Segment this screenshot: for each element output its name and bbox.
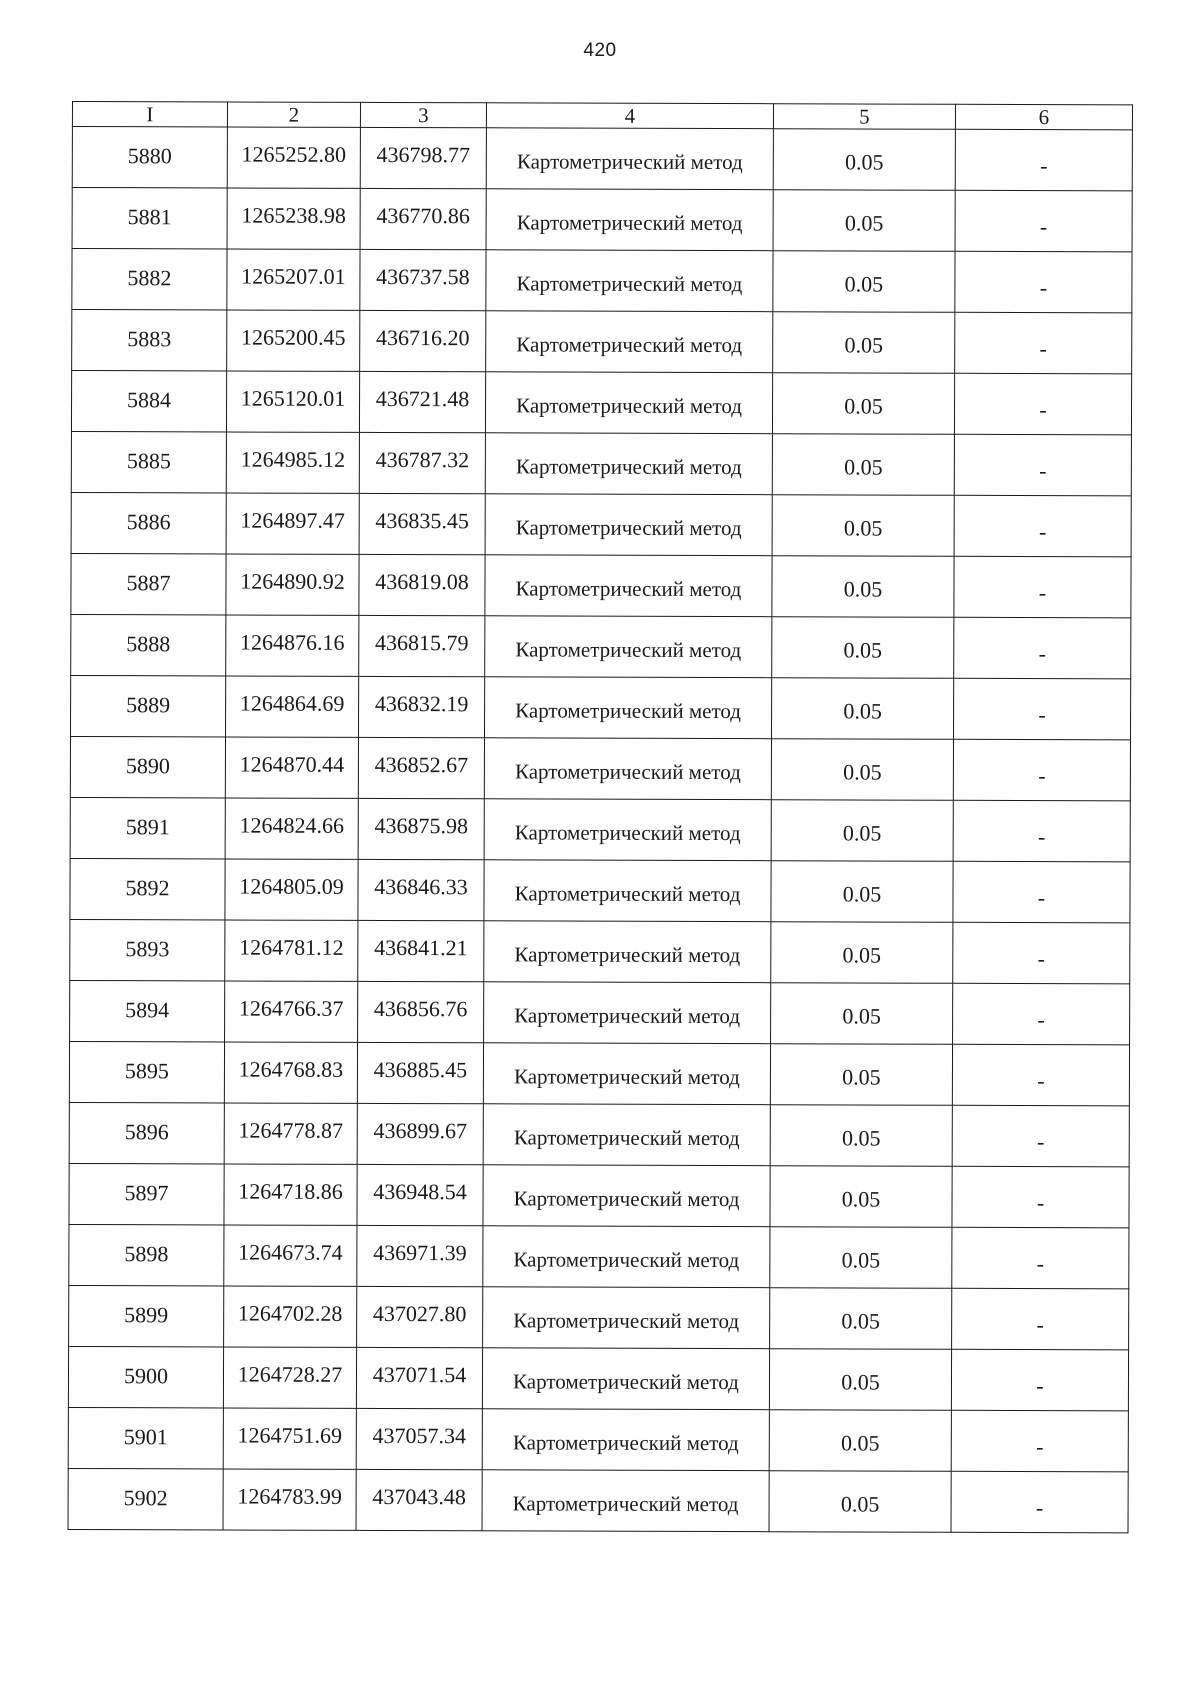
x-coordinate-cell: 1264766.37 — [225, 981, 358, 1042]
table-row — [70, 980, 1130, 1044]
point-number-cell: 5881 — [72, 188, 227, 249]
x-coordinate-cell: 1264751.69 — [223, 1408, 356, 1469]
accuracy-cell: 0.05 — [769, 1471, 951, 1533]
y-coordinate-cell: 436856.76 — [358, 981, 484, 1042]
x-coordinate-cell: 1264876.16 — [226, 615, 359, 676]
point-number-cell: 5891 — [70, 797, 225, 858]
note-cell: - — [951, 1410, 1128, 1472]
x-coordinate-cell: 1264702.28 — [224, 1286, 357, 1347]
method-cell: Картометрический метод — [486, 189, 773, 251]
table-row — [69, 1224, 1129, 1288]
method-cell: Картометрический метод — [484, 799, 771, 861]
page-number: 420 — [583, 40, 617, 61]
x-coordinate-cell: 1264768.83 — [224, 1042, 357, 1103]
table-row — [72, 127, 1132, 191]
x-coordinate-cell: 1264824.66 — [225, 798, 358, 859]
table-row — [71, 492, 1131, 556]
point-number-cell: 5899 — [69, 1285, 224, 1346]
point-number-cell: 5902 — [68, 1468, 223, 1529]
accuracy-cell: 0.05 — [772, 434, 954, 496]
point-number-cell: 5894 — [70, 980, 225, 1041]
table-row — [69, 1041, 1129, 1105]
y-coordinate-cell: 436835.45 — [359, 493, 485, 554]
table-row — [69, 1102, 1129, 1166]
table-row — [70, 858, 1130, 922]
note-cell: - — [954, 495, 1131, 557]
table-row — [71, 553, 1131, 617]
x-coordinate-cell: 1264985.12 — [226, 432, 359, 493]
column-header-5: 5 — [773, 104, 955, 130]
accuracy-cell: 0.05 — [772, 678, 954, 740]
point-number-cell: 5885 — [71, 431, 226, 492]
method-cell: Картометрический метод — [485, 677, 772, 739]
accuracy-cell: 0.05 — [773, 190, 955, 252]
note-cell: - — [953, 800, 1130, 862]
method-cell: Картометрический метод — [484, 982, 771, 1044]
x-coordinate-cell: 1265200.45 — [227, 310, 360, 371]
table-row — [70, 736, 1130, 800]
accuracy-cell: 0.05 — [771, 861, 953, 923]
column-header-2: 2 — [227, 102, 360, 127]
accuracy-cell: 0.05 — [772, 495, 954, 557]
method-cell: Картометрический метод — [483, 1165, 770, 1227]
x-coordinate-cell: 1264864.69 — [226, 676, 359, 737]
y-coordinate-cell: 437057.34 — [356, 1408, 482, 1469]
table-row — [70, 919, 1130, 983]
y-coordinate-cell: 436832.19 — [359, 676, 485, 737]
accuracy-cell: 0.05 — [772, 556, 954, 618]
table-row — [72, 310, 1132, 374]
y-coordinate-cell: 436798.77 — [360, 127, 486, 188]
accuracy-cell: 0.05 — [772, 617, 954, 679]
table-row — [72, 188, 1132, 252]
note-cell: - — [955, 190, 1132, 252]
y-coordinate-cell: 437027.80 — [357, 1286, 483, 1347]
note-cell: - — [955, 129, 1132, 191]
y-coordinate-cell: 437043.48 — [356, 1469, 482, 1530]
y-coordinate-cell: 436899.67 — [357, 1103, 483, 1164]
x-coordinate-cell: 1265207.01 — [227, 249, 360, 310]
method-cell: Картометрический метод — [484, 860, 771, 922]
coordinates-table — [68, 101, 1133, 1533]
point-number-cell: 5897 — [69, 1163, 224, 1224]
method-cell: Картометрический метод — [486, 250, 773, 312]
accuracy-cell: 0.05 — [773, 312, 955, 374]
y-coordinate-cell: 436815.79 — [359, 615, 485, 676]
accuracy-cell: 0.05 — [771, 983, 953, 1045]
table-row — [71, 371, 1131, 435]
note-cell: - — [954, 434, 1131, 496]
column-header-1: I — [72, 102, 227, 127]
y-coordinate-cell: 436787.32 — [359, 432, 485, 493]
method-cell: Картометрический метод — [482, 1409, 769, 1471]
y-coordinate-cell: 436846.33 — [358, 859, 484, 920]
note-cell: - — [955, 312, 1132, 374]
y-coordinate-cell: 436819.08 — [359, 554, 485, 615]
note-cell: - — [953, 861, 1130, 923]
note-cell: - — [953, 739, 1130, 801]
method-cell: Картометрический метод — [484, 921, 771, 983]
note-cell: - — [952, 1044, 1129, 1106]
accuracy-cell: 0.05 — [769, 1349, 951, 1411]
accuracy-cell: 0.05 — [770, 1105, 952, 1167]
point-number-cell: 5890 — [70, 736, 225, 797]
column-header-3: 3 — [360, 102, 486, 127]
point-number-cell: 5880 — [72, 127, 227, 188]
point-number-cell: 5882 — [72, 249, 227, 310]
y-coordinate-cell: 436852.67 — [358, 737, 484, 798]
accuracy-cell: 0.05 — [771, 800, 953, 862]
point-number-cell: 5884 — [71, 371, 226, 432]
y-coordinate-cell: 436716.20 — [360, 310, 486, 371]
method-cell: Картометрический метод — [483, 1104, 770, 1166]
y-coordinate-cell: 436971.39 — [357, 1225, 483, 1286]
y-coordinate-cell: 436841.21 — [358, 920, 484, 981]
point-number-cell: 5889 — [71, 675, 226, 736]
x-coordinate-cell: 1264897.47 — [226, 493, 359, 554]
method-cell: Картометрический метод — [485, 555, 772, 617]
table-row — [68, 1468, 1128, 1532]
table-row — [71, 431, 1131, 495]
method-cell: Картометрический метод — [482, 1348, 769, 1410]
point-number-cell: 5901 — [68, 1407, 223, 1468]
method-cell: Картометрический метод — [482, 1470, 769, 1532]
x-coordinate-cell: 1264890.92 — [226, 554, 359, 615]
accuracy-cell: 0.05 — [770, 1227, 952, 1289]
note-cell: - — [951, 1349, 1128, 1411]
accuracy-cell: 0.05 — [770, 1288, 952, 1350]
point-number-cell: 5892 — [70, 858, 225, 919]
point-number-cell: 5895 — [69, 1041, 224, 1102]
method-cell: Картометрический метод — [485, 433, 772, 495]
table-row — [68, 1346, 1128, 1410]
x-coordinate-cell: 1264783.99 — [223, 1469, 356, 1530]
method-cell: Картометрический метод — [485, 494, 772, 556]
table-header-row — [72, 102, 1132, 130]
table-row — [69, 1285, 1129, 1349]
method-cell: Картометрический метод — [483, 1287, 770, 1349]
x-coordinate-cell: 1265120.01 — [226, 371, 359, 432]
note-cell: - — [953, 678, 1130, 740]
x-coordinate-cell: 1264718.86 — [224, 1164, 357, 1225]
accuracy-cell: 0.05 — [772, 373, 954, 435]
accuracy-cell: 0.05 — [769, 1410, 951, 1472]
accuracy-cell: 0.05 — [770, 1044, 952, 1106]
point-number-cell: 5888 — [71, 614, 226, 675]
note-cell: - — [953, 922, 1130, 984]
point-number-cell: 5886 — [71, 492, 226, 553]
method-cell: Картометрический метод — [484, 738, 771, 800]
x-coordinate-cell: 1264805.09 — [225, 859, 358, 920]
table-row — [71, 675, 1131, 739]
table-body — [68, 127, 1132, 1533]
x-coordinate-cell: 1265252.80 — [227, 127, 360, 188]
y-coordinate-cell: 436948.54 — [357, 1164, 483, 1225]
y-coordinate-cell: 437071.54 — [356, 1347, 482, 1408]
point-number-cell: 5893 — [70, 919, 225, 980]
method-cell: Картометрический метод — [483, 1226, 770, 1288]
note-cell: - — [952, 1227, 1129, 1289]
table-row — [70, 797, 1130, 861]
note-cell: - — [954, 556, 1131, 618]
point-number-cell: 5900 — [68, 1346, 223, 1407]
x-coordinate-cell: 1265238.98 — [227, 188, 360, 249]
accuracy-cell: 0.05 — [771, 922, 953, 984]
point-number-cell: 5898 — [69, 1224, 224, 1285]
accuracy-cell: 0.05 — [773, 129, 955, 191]
note-cell: - — [954, 617, 1131, 679]
note-cell: - — [951, 1471, 1128, 1533]
method-cell: Картометрический метод — [485, 372, 772, 434]
x-coordinate-cell: 1264778.87 — [224, 1103, 357, 1164]
x-coordinate-cell: 1264673.74 — [224, 1225, 357, 1286]
column-header-4: 4 — [486, 103, 773, 129]
method-cell: Картометрический метод — [486, 128, 773, 190]
table-row — [71, 614, 1131, 678]
note-cell: - — [952, 1166, 1129, 1228]
point-number-cell: 5896 — [69, 1102, 224, 1163]
x-coordinate-cell: 1264728.27 — [223, 1347, 356, 1408]
y-coordinate-cell: 436737.58 — [360, 249, 486, 310]
note-cell: - — [952, 1105, 1129, 1167]
note-cell: - — [952, 1288, 1129, 1350]
table-row — [68, 1407, 1128, 1471]
table-row — [69, 1163, 1129, 1227]
accuracy-cell: 0.05 — [773, 251, 955, 313]
note-cell: - — [954, 373, 1131, 435]
y-coordinate-cell: 436721.48 — [359, 371, 485, 432]
y-coordinate-cell: 436875.98 — [358, 798, 484, 859]
point-number-cell: 5887 — [71, 553, 226, 614]
accuracy-cell: 0.05 — [771, 739, 953, 801]
table-row — [72, 249, 1132, 313]
note-cell: - — [953, 983, 1130, 1045]
y-coordinate-cell: 436885.45 — [357, 1042, 483, 1103]
y-coordinate-cell: 436770.86 — [360, 188, 486, 249]
x-coordinate-cell: 1264781.12 — [225, 920, 358, 981]
method-cell: Картометрический метод — [486, 311, 773, 373]
x-coordinate-cell: 1264870.44 — [225, 737, 358, 798]
column-header-6: 6 — [955, 104, 1132, 130]
accuracy-cell: 0.05 — [770, 1166, 952, 1228]
method-cell: Картометрический метод — [483, 1043, 770, 1105]
method-cell: Картометрический метод — [485, 616, 772, 678]
note-cell: - — [955, 251, 1132, 313]
point-number-cell: 5883 — [72, 310, 227, 371]
